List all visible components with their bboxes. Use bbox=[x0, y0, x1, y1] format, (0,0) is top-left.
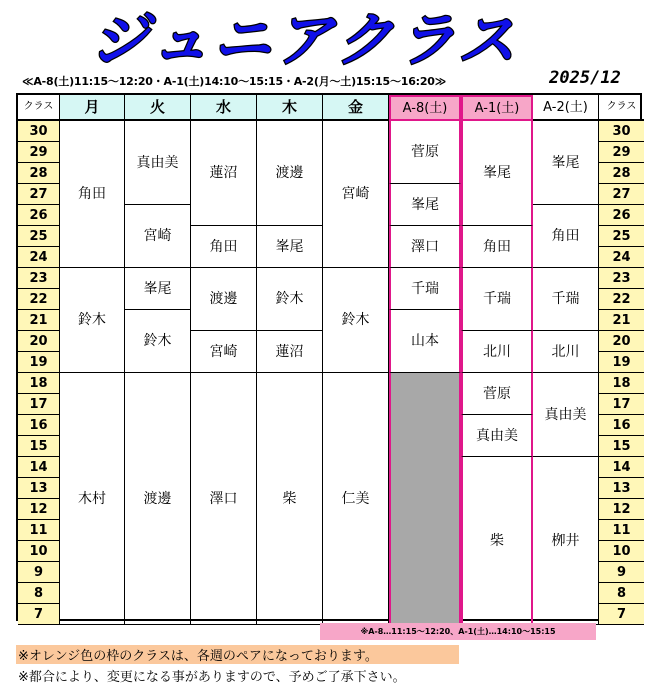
slot-a2-3: 千瑞 bbox=[533, 268, 599, 331]
timetable-grid bbox=[16, 93, 642, 621]
slot-a8-4: 千瑞 bbox=[389, 268, 461, 310]
slot-wed-4: 宮崎 bbox=[191, 331, 257, 373]
class-number-left: 20 bbox=[18, 331, 60, 352]
slot-mon-2: 鈴木 bbox=[60, 268, 125, 373]
slot-a2-2: 角田 bbox=[533, 205, 599, 268]
slot-a2-5: 真由美 bbox=[533, 373, 599, 457]
header-mon: 月 bbox=[60, 95, 125, 121]
class-number-right: 28 bbox=[599, 163, 644, 184]
class-number-left: 12 bbox=[18, 499, 60, 520]
class-number-left: 14 bbox=[18, 457, 60, 478]
class-number-right: 19 bbox=[599, 352, 644, 373]
class-number-right: 30 bbox=[599, 121, 644, 142]
class-number-right: 9 bbox=[599, 562, 644, 583]
class-number-left: 7 bbox=[18, 604, 60, 625]
class-number-left: 16 bbox=[18, 415, 60, 436]
class-number-left: 19 bbox=[18, 352, 60, 373]
class-number-left: 8 bbox=[18, 583, 60, 604]
slot-a8-1: 菅原 bbox=[389, 121, 461, 184]
saturday-time-note: ※A-8…11:15〜12:20、A-1(土)…14:10〜15:15 bbox=[320, 623, 596, 640]
schedule-times: ≪A-8(土)11:15〜12:20・A-1(土)14:10〜15:15・A-2(月〜土)15:15〜16:20≫ bbox=[22, 75, 447, 88]
header-wed: 水 bbox=[191, 95, 257, 121]
slot-a1-7: 柴 bbox=[461, 457, 533, 625]
class-number-left: 23 bbox=[18, 268, 60, 289]
note-pair-classes: ※オレンジ色の枠のクラスは、各週のペアになっております。 bbox=[16, 645, 459, 664]
slot-a8-5: 山本 bbox=[389, 310, 461, 373]
slot-tue-2: 宮崎 bbox=[125, 205, 191, 268]
class-number-right: 26 bbox=[599, 205, 644, 226]
slot-fri-2: 鈴木 bbox=[323, 268, 389, 373]
class-number-right: 7 bbox=[599, 604, 644, 625]
class-number-left: 26 bbox=[18, 205, 60, 226]
class-number-left: 27 bbox=[18, 184, 60, 205]
class-number-right: 13 bbox=[599, 478, 644, 499]
class-number-right: 29 bbox=[599, 142, 644, 163]
slot-wed-2: 角田 bbox=[191, 226, 257, 268]
header-thu: 木 bbox=[257, 95, 323, 121]
slot-wed-5: 澤口 bbox=[191, 373, 257, 625]
class-number-left: 30 bbox=[18, 121, 60, 142]
class-number-right: 15 bbox=[599, 436, 644, 457]
slot-a1-2: 角田 bbox=[461, 226, 533, 268]
class-number-right: 22 bbox=[599, 289, 644, 310]
class-number-right: 12 bbox=[599, 499, 644, 520]
class-number-left: 28 bbox=[18, 163, 60, 184]
class-number-right: 10 bbox=[599, 541, 644, 562]
class-number-left: 17 bbox=[18, 394, 60, 415]
title-banner bbox=[45, 2, 565, 74]
slot-a8-3: 澤口 bbox=[389, 226, 461, 268]
slot-mon-1: 角田 bbox=[60, 121, 125, 268]
class-number-left: 29 bbox=[18, 142, 60, 163]
page-title: ジュニアクラス bbox=[90, 6, 520, 74]
slot-a2-1: 峯尾 bbox=[533, 121, 599, 205]
slot-thu-4: 蓮沼 bbox=[257, 331, 323, 373]
slot-a8-closed bbox=[389, 373, 461, 625]
class-number-right: 14 bbox=[599, 457, 644, 478]
header-class-left: クラス bbox=[18, 95, 60, 121]
class-number-left: 9 bbox=[18, 562, 60, 583]
slot-a1-1: 峯尾 bbox=[461, 121, 533, 226]
slot-wed-3: 渡邊 bbox=[191, 268, 257, 331]
class-number-left: 11 bbox=[18, 520, 60, 541]
slot-a8-2: 峯尾 bbox=[389, 184, 461, 226]
slot-a1-4: 北川 bbox=[461, 331, 533, 373]
class-number-right: 21 bbox=[599, 310, 644, 331]
class-number-right: 27 bbox=[599, 184, 644, 205]
slot-a1-5: 菅原 bbox=[461, 373, 533, 415]
class-number-right: 23 bbox=[599, 268, 644, 289]
class-number-right: 25 bbox=[599, 226, 644, 247]
slot-tue-3: 峯尾 bbox=[125, 268, 191, 310]
header-a2-sat: A-2(土) bbox=[533, 95, 599, 121]
slot-thu-3: 鈴木 bbox=[257, 268, 323, 331]
header-tue: 火 bbox=[125, 95, 191, 121]
class-number-left: 21 bbox=[18, 310, 60, 331]
slot-tue-1: 真由美 bbox=[125, 121, 191, 205]
slot-thu-1: 渡邊 bbox=[257, 121, 323, 226]
year-month: 2025/12 bbox=[549, 68, 621, 88]
slot-wed-1: 蓮沼 bbox=[191, 121, 257, 226]
class-number-left: 18 bbox=[18, 373, 60, 394]
class-number-left: 10 bbox=[18, 541, 60, 562]
header-a1-sat: A-1(土) bbox=[461, 95, 533, 121]
class-number-left: 22 bbox=[18, 289, 60, 310]
slot-a1-6: 真由美 bbox=[461, 415, 533, 457]
header-fri: 金 bbox=[323, 95, 389, 121]
header-a8-sat: A-8(土) bbox=[389, 95, 461, 121]
slot-thu-5: 柴 bbox=[257, 373, 323, 625]
class-number-right: 11 bbox=[599, 520, 644, 541]
class-number-left: 15 bbox=[18, 436, 60, 457]
class-number-right: 8 bbox=[599, 583, 644, 604]
class-number-left: 25 bbox=[18, 226, 60, 247]
slot-tue-4: 鈴木 bbox=[125, 310, 191, 373]
class-number-right: 24 bbox=[599, 247, 644, 268]
slot-mon-3: 木村 bbox=[60, 373, 125, 625]
slot-tue-5: 渡邊 bbox=[125, 373, 191, 625]
class-number-left: 24 bbox=[18, 247, 60, 268]
slot-a1-3: 千瑞 bbox=[461, 268, 533, 331]
class-number-right: 16 bbox=[599, 415, 644, 436]
slot-fri-1: 宮崎 bbox=[323, 121, 389, 268]
note-schedule-change: ※都合により、変更になる事がありますので、予めご了承下さい。 bbox=[18, 670, 406, 685]
class-number-right: 17 bbox=[599, 394, 644, 415]
slot-a2-6: 栁井 bbox=[533, 457, 599, 625]
slot-fri-3: 仁美 bbox=[323, 373, 389, 625]
header-class-right: クラス bbox=[599, 95, 644, 121]
slot-a2-4: 北川 bbox=[533, 331, 599, 373]
class-number-right: 18 bbox=[599, 373, 644, 394]
class-number-right: 20 bbox=[599, 331, 644, 352]
slot-thu-2: 峯尾 bbox=[257, 226, 323, 268]
class-number-left: 13 bbox=[18, 478, 60, 499]
